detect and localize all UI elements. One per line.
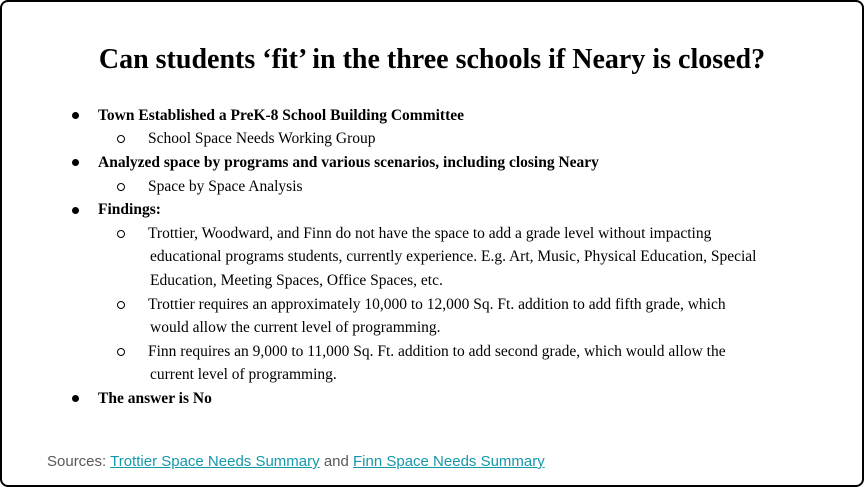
sub-bullet-text: School Space Needs Working Group bbox=[148, 130, 376, 148]
bullet-dot-icon bbox=[72, 395, 79, 402]
sub-bullet-text: Space by Space Analysis bbox=[148, 177, 303, 195]
conjunction-text: and bbox=[323, 453, 349, 470]
circle-bullet-icon bbox=[117, 183, 125, 191]
bullet-item bbox=[2, 104, 862, 128]
wrapped-line bbox=[2, 316, 862, 340]
sub-bullet-text: would allow the current level of programming. bbox=[150, 319, 441, 337]
slide-title: Can students ‘fit’ in the three schools if Neary is closed? bbox=[98, 44, 766, 75]
sub-bullet-text: Trottier requires an approximately 10,000 to 12,000 Sq. Ft. addition to add fifth grade, which bbox=[148, 295, 726, 313]
sub-bullet-item bbox=[2, 175, 862, 199]
circle-bullet-icon bbox=[117, 348, 125, 356]
wrapped-line bbox=[2, 246, 862, 270]
sub-bullet-text: Trottier, Woodward, and Finn do not have the space to add a grade level without impacting bbox=[148, 224, 712, 242]
trottier-space-needs-link[interactable]: Trottier Space Needs Summary bbox=[110, 453, 320, 470]
sub-bullet-text: Finn requires an 9,000 to 11,000 Sq. Ft. addition to add second grade, which would allow the bbox=[148, 342, 726, 360]
bullet-item bbox=[2, 198, 862, 222]
bullet-text: The answer is No bbox=[98, 389, 212, 407]
sources-label: Sources: bbox=[47, 453, 107, 470]
finn-space-needs-link[interactable]: Finn Space Needs Summary bbox=[353, 453, 545, 470]
sub-bullet-text: educational programs students, currently experience. E.g. Art, Music, Physical Education, Special bbox=[150, 248, 757, 266]
bullet-dot-icon bbox=[72, 112, 79, 119]
sub-bullet-item bbox=[2, 340, 862, 364]
bullet-list bbox=[2, 104, 862, 411]
bullet-text: Town Established a PreK-8 School Building Committee bbox=[98, 106, 465, 124]
bullet-dot-icon bbox=[72, 159, 79, 166]
wrapped-line bbox=[2, 269, 862, 293]
bullet-text: Findings: bbox=[98, 201, 161, 219]
sub-bullet-text: current level of programming. bbox=[150, 366, 337, 384]
sub-bullet-item bbox=[2, 128, 862, 152]
bullet-item bbox=[2, 151, 862, 175]
circle-bullet-icon bbox=[117, 301, 125, 309]
bullet-text: Analyzed space by programs and various scenarios, including closing Neary bbox=[98, 153, 599, 171]
bullet-item bbox=[2, 387, 862, 411]
circle-bullet-icon bbox=[117, 135, 125, 143]
wrapped-line bbox=[2, 364, 862, 388]
sub-bullet-item bbox=[2, 293, 862, 317]
sub-bullet-item bbox=[2, 222, 862, 246]
sub-bullet-text: Education, Meeting Spaces, Office Spaces, etc. bbox=[150, 271, 443, 289]
sources-line bbox=[47, 453, 545, 470]
circle-bullet-icon bbox=[117, 230, 125, 238]
bullet-dot-icon bbox=[72, 207, 79, 214]
